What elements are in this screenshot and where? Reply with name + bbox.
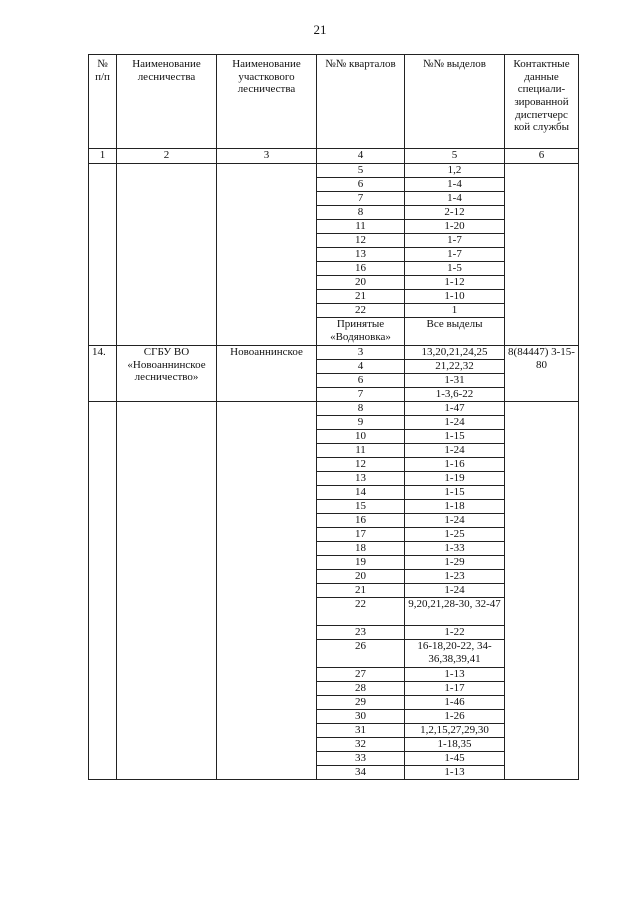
cell-sections: 1-13 [405, 766, 505, 780]
cell-quarter: 13 [317, 472, 405, 486]
cell-quarter: 16 [317, 514, 405, 528]
cell-sections: 1-31 [405, 374, 505, 388]
cell-sections: 1-24 [405, 444, 505, 458]
column-number: 4 [317, 149, 405, 164]
cell-quarter: 27 [317, 668, 405, 682]
cell-entry-number: 14. [89, 346, 117, 402]
cell-quarter: 22 [317, 304, 405, 318]
cell-quarter: 31 [317, 724, 405, 738]
cell-contacts: 8(84447) 3-15-80 [505, 346, 579, 402]
cell-quarter: 8 [317, 206, 405, 220]
cell-sections: 1-4 [405, 178, 505, 192]
cell-sections: 1 [405, 304, 505, 318]
cell-sections: 1-19 [405, 472, 505, 486]
cell-quarter: 9 [317, 416, 405, 430]
cell-sections: 16-18,20-22, 34-36,38,39,41 [405, 640, 505, 668]
cell-sections: 1-15 [405, 430, 505, 444]
cell-quarter: 6 [317, 178, 405, 192]
cell-quarter: 23 [317, 626, 405, 640]
column-number: 5 [405, 149, 505, 164]
cell-quarter: 18 [317, 542, 405, 556]
cell-sections: 1-47 [405, 402, 505, 416]
cell-quarter: 17 [317, 528, 405, 542]
cell-quarter: 32 [317, 738, 405, 752]
cell-sections: 1-3,6-22 [405, 388, 505, 402]
cell-quarter: 5 [317, 164, 405, 178]
cell-sections: Все выделы [405, 318, 505, 346]
cell-quarter: 21 [317, 584, 405, 598]
cell-quarter: 7 [317, 388, 405, 402]
cell-quarter: 7 [317, 192, 405, 206]
cell-sections: 1-26 [405, 710, 505, 724]
cell-sections: 1-18 [405, 500, 505, 514]
cell-quarter: Принятые «Водяновка» [317, 318, 405, 346]
cell-quarter: 29 [317, 696, 405, 710]
cell-sections: 1-22 [405, 626, 505, 640]
column-number: 3 [217, 149, 317, 164]
cell-number-empty [89, 164, 117, 346]
cell-sections: 1,2,15,27,29,30 [405, 724, 505, 738]
header-sections: №№ выделов [405, 55, 505, 149]
header-contacts: Контактные данные специали-зированной диспетчерс кой службы [505, 55, 579, 149]
cell-quarter: 6 [317, 374, 405, 388]
cell-quarter: 11 [317, 444, 405, 458]
cell-quarter: 15 [317, 500, 405, 514]
cell-sections: 1-24 [405, 514, 505, 528]
cell-quarter: 20 [317, 276, 405, 290]
cell-sections: 1-33 [405, 542, 505, 556]
cell-sections: 9,20,21,28-30, 32-47 [405, 598, 505, 626]
cell-sections: 21,22,32 [405, 360, 505, 374]
column-number: 2 [117, 149, 217, 164]
cell-sections: 1,2 [405, 164, 505, 178]
cell-sections: 1-17 [405, 682, 505, 696]
cell-sections: 1-46 [405, 696, 505, 710]
cell-quarter: 26 [317, 640, 405, 668]
table-row [89, 346, 579, 360]
cell-district-name: Новоаннинское [217, 346, 317, 402]
column-number: 6 [505, 149, 579, 164]
cell-sections: 1-24 [405, 416, 505, 430]
cell-quarter: 3 [317, 346, 405, 360]
header-forestry: Наименование лесничества [117, 55, 217, 149]
cell-quarter: 12 [317, 458, 405, 472]
cell-sections: 1-5 [405, 262, 505, 276]
cell-sections: 1-4 [405, 192, 505, 206]
header-district: Наименование участкового лесничества [217, 55, 317, 149]
cell-quarter: 8 [317, 402, 405, 416]
cell-sections: 1-7 [405, 234, 505, 248]
cell-quarter: 14 [317, 486, 405, 500]
header-row [89, 55, 579, 149]
cell-forestry-name: СГБУ ВО «Новоаннинское лесничество» [117, 346, 217, 402]
cell-quarter: 30 [317, 710, 405, 724]
cell-contacts-empty [505, 402, 579, 780]
column-number: 1 [89, 149, 117, 164]
cell-quarter: 12 [317, 234, 405, 248]
cell-sections: 1-45 [405, 752, 505, 766]
cell-quarter: 22 [317, 598, 405, 626]
cell-quarter: 28 [317, 682, 405, 696]
cell-sections: 1-7 [405, 248, 505, 262]
cell-quarter: 33 [317, 752, 405, 766]
cell-district-empty [217, 402, 317, 780]
cell-quarter: 21 [317, 290, 405, 304]
header-number: № п/п [89, 55, 117, 149]
cell-quarter: 4 [317, 360, 405, 374]
cell-forestry-empty [117, 164, 217, 346]
cell-sections: 1-29 [405, 556, 505, 570]
cell-quarter: 10 [317, 430, 405, 444]
cell-sections: 1-18,35 [405, 738, 505, 752]
header-quarters: №№ кварталов [317, 55, 405, 149]
cell-forestry-empty [117, 402, 217, 780]
cell-district-empty [217, 164, 317, 346]
cell-quarter: 34 [317, 766, 405, 780]
cell-sections: 1-20 [405, 220, 505, 234]
cell-sections: 1-12 [405, 276, 505, 290]
forestry-table [88, 54, 579, 780]
cell-sections: 1-10 [405, 290, 505, 304]
column-numbers-row [89, 149, 579, 164]
cell-sections: 1-23 [405, 570, 505, 584]
cell-contacts-empty [505, 164, 579, 346]
cell-sections: 1-24 [405, 584, 505, 598]
cell-sections: 1-25 [405, 528, 505, 542]
cell-quarter: 20 [317, 570, 405, 584]
cell-sections: 2-12 [405, 206, 505, 220]
page-number: 21 [313, 22, 327, 37]
cell-sections: 1-15 [405, 486, 505, 500]
cell-number-empty [89, 402, 117, 780]
cell-sections: 1-13 [405, 668, 505, 682]
cell-quarter: 13 [317, 248, 405, 262]
table-row [89, 402, 579, 416]
cell-sections: 13,20,21,24,25 [405, 346, 505, 360]
cell-quarter: 16 [317, 262, 405, 276]
cell-quarter: 19 [317, 556, 405, 570]
cell-quarter: 11 [317, 220, 405, 234]
table-row [89, 164, 579, 178]
cell-sections: 1-16 [405, 458, 505, 472]
